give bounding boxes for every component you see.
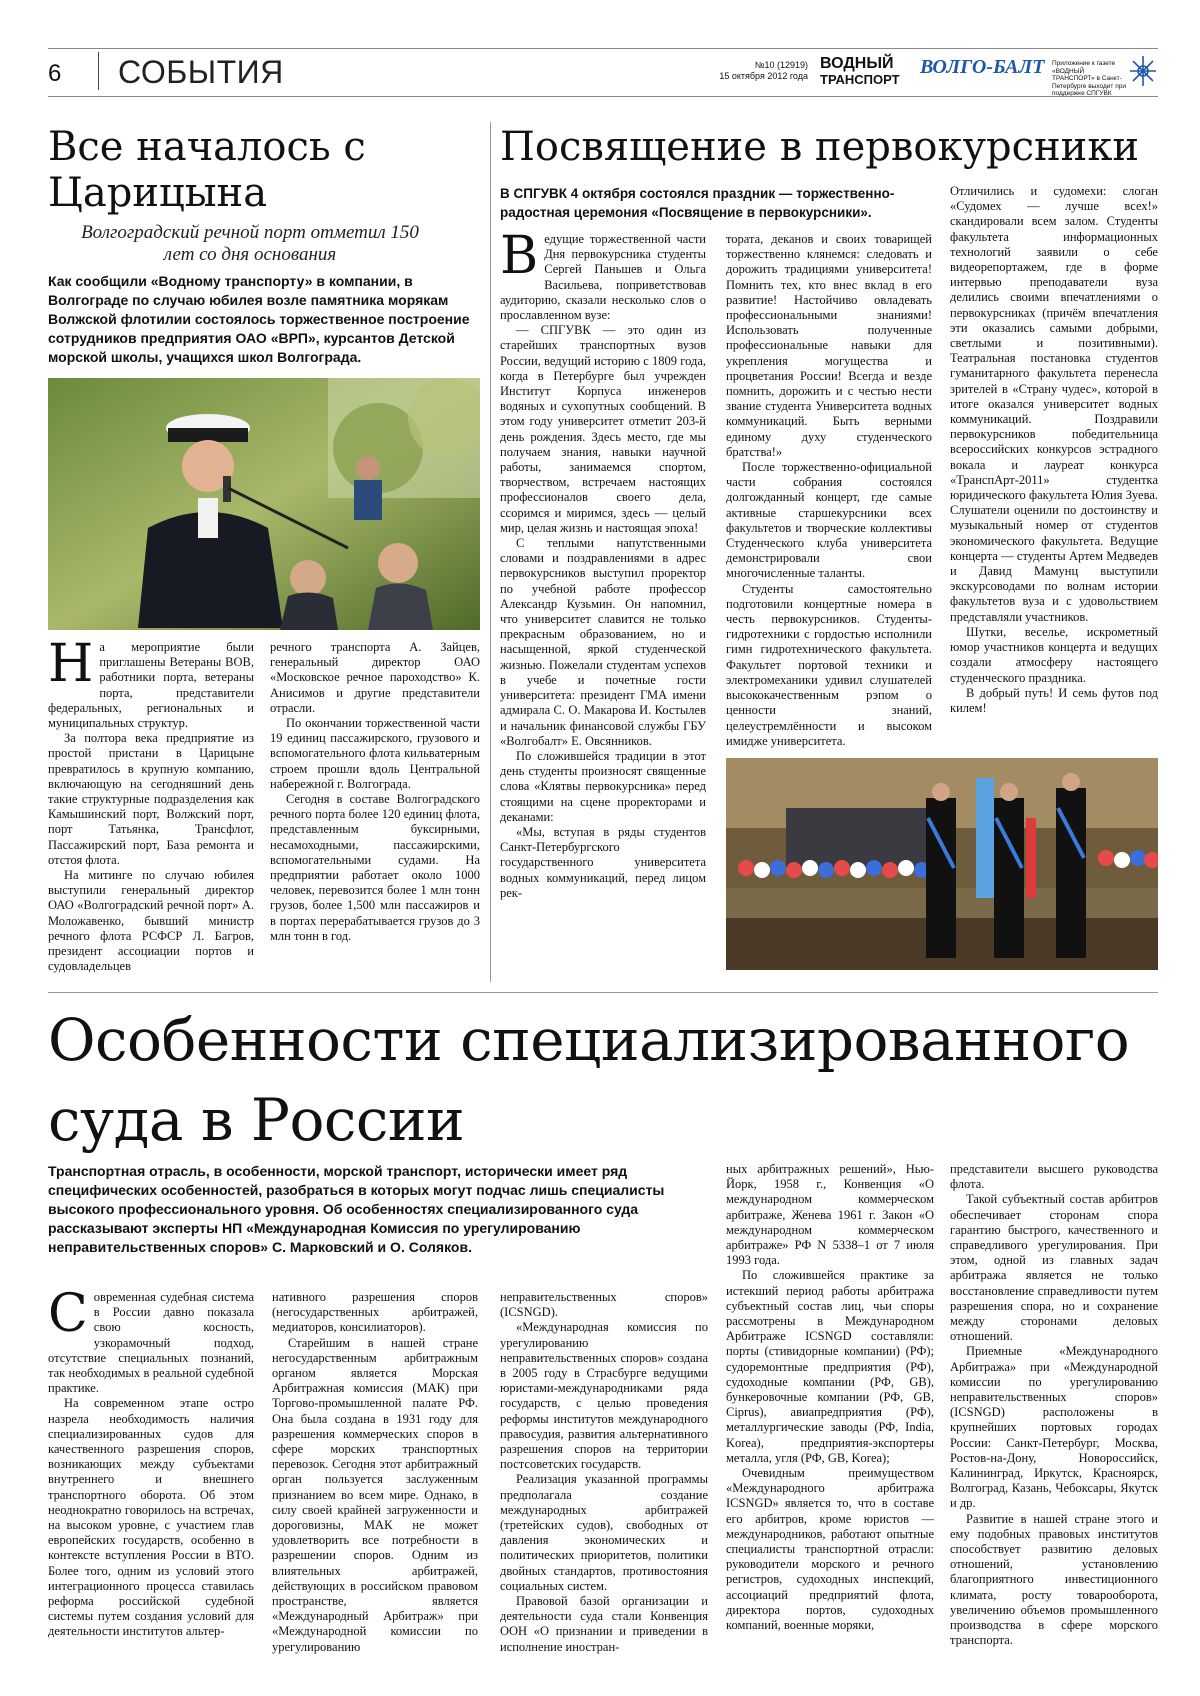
article1-title: Все началось с Царицына: [48, 124, 366, 216]
article3-lead: Транспортная отрасль, в особенности, морской транспорт, исторически имеет ряд специфических особенностей, разобраться в которых могут подчас лишь специалисты высокого профессионального уровня. Об особенностях специализированного суда рассказывают эксперты НП «Международная Комиссия по урегулированию неправительственных споров» С. Марковский и О. Соляков.: [48, 1163, 665, 1255]
paragraph: неправительственных споров» (ICSNGD).: [500, 1290, 708, 1320]
page-number: 6: [48, 60, 62, 87]
paragraph: Старейшим в нашей стране негосударственным арбитражным органом является Морская Арбитражная комиссия (МАК) при Торгово-промышленной палате РФ. Она была создана в 1931 году для разрешения коммерческих споров в сфере морских транспортных перевозок. Сегодня этот арбитражный орган пользуется заслуженным признанием во всем мире. Однако, в силу своей крайней загруженности и дороговизны, МАК не может удовлетворить все потребности в разрешении споров. Одним из влиятельных арбитражей, действующих в российском правовом пространстве, является «Международный Арбитраж» при «Международной комиссии по урегулированию: [272, 1335, 478, 1654]
issue-number: №10 (12919): [754, 60, 808, 70]
article2-lead: В СПГУВК 4 октября состоялся праздник — торжественно-радостная церемония «Посвящение в первокурсники».: [500, 186, 895, 220]
paragraph: В добрый путь! И семь футов под килем!: [950, 685, 1158, 715]
paragraph: По сложившейся традиции в этот день студенты произносят священные слова «Клятвы первокурсника» перед стоящими на сцене проректорами и деканами:: [500, 748, 706, 824]
article3-title: [48, 1000, 1158, 1160]
issue-date: 15 октября 2012 года: [719, 71, 808, 81]
article3-title-line2: суда в России: [48, 1086, 465, 1154]
officer-speech-image: [48, 378, 480, 630]
article1-column-1: [48, 634, 254, 974]
paragraph: Правовой базой организации и деятельности суда стали Конвенция ООН «О признании и приведении в исполнение иностран-: [500, 1594, 708, 1654]
article-divider: [48, 992, 1158, 993]
article3-column-1: [48, 1284, 254, 1640]
paragraph: На митинге по случаю юбилея выступили генеральный директор ОАО «Волгоградский речной порт» А. Моложавенко, бывший министр речного флота РСФСР Л. Багров, президент ассоциации портов и судовладельцев: [48, 868, 254, 974]
article3-title-line1: Особенности специализированного: [48, 1006, 1130, 1074]
paragraph: Приемные «Международного Арбитража» при «Международной комиссии по урегулированию неправительственных споров» (ICSNGD) расположены в крупнейших портовых городах России: Санкт-Петербург, Москва, Ростов-на-Дону, Новороссийск, Калининград, Иркутск, Красноярск, Волгоград, Казань, Чебоксары, Якутск и др.: [950, 1344, 1158, 1511]
article2-column-3: [950, 184, 1158, 716]
logo-subtitle: ВОЛГО-БАЛТ: [920, 56, 1045, 78]
logo-line2: ТРАНСПОРТ: [820, 72, 900, 87]
paragraph: ных арбитражных решений», Нью-Йорк, 1958 г., Конвенция «О международном коммерческом арбитраже, Женева 1961 г. Закон «О международном коммерческом арбитраже» РФ N 5338–1 от 7 июля 1993 года.: [726, 1162, 934, 1268]
paragraph: Развитие в нашей стране этого и ему подобных правовых институтов способствует развитию деловых отношений, установлению благоприятного инвестиционного климата, росту товарооборота, увеличению объемов промышленного производства в сфере морского транспорта.: [950, 1511, 1158, 1648]
header-top-rule: [48, 48, 1158, 49]
header-separator: [98, 52, 99, 90]
newspaper-logo: [820, 56, 900, 88]
paragraph: Ведущие торжественной части Дня первокурсника студенты Сергей Паньшев и Ольга Васильева, поприветствовав аудиторию, сказали несколько слов о прославленном вузе:: [500, 226, 706, 323]
article3-column-3: [500, 1290, 708, 1655]
paragraph: — СПГУВК — это один из старейших транспортных вузов России, ведущий историю с 1809 года, когда в Петербурге был учрежден Институт Корпуса инженеров водяных и сухопутных сообщений. В этом году университет отметит 203-й день рождения. Здесь место, где мы получаем знания, навыки научной работы, занимаемся спортом, творчеством, встречаем настоящих профессионалов своего дела, ссоримся и миримся, здесь — целый мир, целая жизнь и настоящая эпоха!: [500, 323, 706, 535]
paragraph: Отличились и судомехи: слоган «Судомех — лучше всех!» скандировали всем залом. Студенты факультета информационных технологий заявили о себе видеорепортажем, где в форме интервью преподаватели вуза делились своими впечатлениями о первокурсниках (причём впечатления эти оказались самыми добрыми, светлыми и позитивными). Театральная постановка студентов гуманитарного факультета перенесла зрителей в «Страну чудес», которой в итоге оказался университет водных коммуникаций. Поздравили первокурсников победительница всероссийских конкурсов эстрадного вокала и лауреат конкурса «ТранспАрт-2011» студентка юридического факультета Юлия Зуева. Слушатели оценили по достоинству и музыкальный номер от студентов экономического факультета. Ведущие концерта — студенты Артем Медведев и Давид Мамунц выступили экскурсоводами по волнам истории факультетов вуза и с удовольствием представляли участников.: [950, 184, 1158, 624]
paragraph: Студенты самостоятельно подготовили концертные номера в честь первокурсников. Студенты-гидротехники с гордостью исполнили гимн гидротехнического факультета. Факультет портовой техники и электромеханики удивил слушателей высококачественным рэпом о ценности знаний, целеустремлённости и высоком имидже университета.: [726, 581, 932, 748]
column-divider: [490, 122, 491, 982]
paragraph: Шутки, веселье, искрометный юмор участников концерта и ведущих создали атмосферу настоящего студенческого праздника.: [950, 624, 1158, 685]
paragraph: После торжественно-официальной части собрания состоялся долгожданный концерт, где самые активные старшекурсники всех факультетов и творческие коллективы Студенческого клуба университета демонстрировали свои многочисленные таланты.: [726, 460, 932, 581]
paragraph: Сегодня в составе Волгоградского речного порта более 120 единиц флота, представленным буксирными, несамоходными, пассажирскими, вспомогательными судами. На предприятии работает около 1000 человек, перевозится более 1 млн тонн грузов, более 1,500 млн пассажиров и в портах перерабатывается грузов до 3 млн тонн в год.: [270, 792, 480, 943]
paragraph: По окончании торжественной части 19 единиц пассажирского, грузового и вспомогательного флота кильватерным строем прошли вдоль Центральной набережной г. Волгограда.: [270, 716, 480, 791]
issue-info: [716, 60, 808, 82]
header-bottom-rule: [48, 96, 1158, 97]
article2-title: Посвящение в первокурсники: [500, 124, 1139, 170]
paragraph: Современная судебная система в России давно показала свою косность, узкорамочный подход, отсутствие специальных познаний, так необходимых в реальной судебной практике.: [48, 1284, 254, 1396]
logo-note: Приложение к газете «ВОДНЫЙ ТРАНСПОРТ» в Санкт-Петербурге выходит при поддержке СПГУВК: [1052, 60, 1126, 97]
article1-column-2: [270, 640, 480, 944]
article1-photo: [48, 378, 480, 630]
paragraph: Очевидным преимуществом «Международного арбитража ICSNGD» является то, что в составе его арбитров, кроме юристов — международников, работают опытные специалисты транспортной отрасли: руководители морского и речного регистров, судоходных инспекций, ассоциаций предприятий флота, директора портов, судоходных компаний, военные моряки,: [726, 1466, 934, 1633]
emblem-icon: [1128, 54, 1158, 88]
paragraph: Реализация указанной программы предполагала создание международных арбитражей (третейских судов), свободных от давления экономических и политических приоритетов, политики двойных стандартов, противостояния социальных систем.: [500, 1472, 708, 1593]
paragraph: По сложившейся практике за истекший период работы арбитража субъектный состав лиц, чьи споры рассмотрены в Международном Арбитраже ICSNGD составляли: порты (стивидорные компании) (РФ); судоремонтные предприятия (РФ), судоходные компании (РФ, GB), бункеровочные компании (РФ, GB, Ciprus), авиапредприятия (РФ), металлургические заводы (РФ, India, Korea), предприятия-экспортеры металла, угля (РФ, GB, Korea);: [726, 1268, 934, 1465]
paragraph: речного транспорта А. Зайцев, генеральный директор ОАО «Московское речное пароходство» К. Анисимов и другие представители отрасли.: [270, 640, 480, 715]
drop-cap: Н: [48, 634, 94, 694]
article1-lead: Как сообщили «Водному транспорту» в компании, в Волгограде по случаю юбилея возле памятника морякам Волжской флотилии состоялось торжественное построение сотрудников предприятия ОАО «ВРП», курсантов Детской морской школы, учащихся школ Волгограда.: [48, 273, 470, 365]
paragraph: нативного разрешения споров (негосударственных арбитражей, медиаторов, консилиаторов).: [272, 1290, 478, 1335]
paragraph: Такой субъектный состав арбитров обеспечивает сторонам спора гарантию быстрого, качественного и справедливого урегулирования. При этом, одной из главных задач арбитража является не только восстановление справедливости путем разрешения спора, но и сохранение между сторонами деловых отношений.: [950, 1192, 1158, 1344]
paragraph: «Международная комиссия по урегулированию неправительственных споров» создана в 2005 году в Страсбурге ведущими юристами-международниками ряда государств, с целью проведения реформы институтов международного правосудия, развития альтернативного разрешения споров на территории постсоветских государств.: [500, 1320, 708, 1472]
section-title: СОБЫТИЯ: [118, 54, 284, 90]
article2-column-1: [500, 226, 706, 901]
paragraph: На мероприятие были приглашены Ветераны ВОВ, работники порта, ветераны порта, представители федеральных, региональных и муниципальных структур.: [48, 634, 254, 731]
drop-cap: С: [48, 1284, 88, 1344]
drop-cap: В: [500, 226, 539, 286]
paragraph: «Мы, вступая в ряды студентов Санкт-Петербургского государственного университета водных коммуникаций, перед лицом рек-: [500, 824, 706, 900]
article3-column-4: [726, 1162, 934, 1633]
paragraph: С теплыми напутственными словами и поздравлениями в адрес первокурсников выступил проректор по учебной работе профессор Александр Кузьмин. Он напомнил, что университет славится не только прекрасным образованием, но и насыщенной, яркой студенческой жизнью. Пожелали студентам успехов в учебе и почетные гости университета: президент ГМА имени адмирала С. О. Макарова И. Костылев и начальник финансовой службы ГБУ «Волгобалт» Е. Овсянников.: [500, 536, 706, 748]
ceremony-hall-image: [726, 758, 1158, 970]
article2-column-2: [726, 232, 932, 749]
logo-line1: ВОДНЫЙ: [820, 55, 894, 72]
article2-photo: [726, 758, 1158, 970]
article3-column-2: [272, 1290, 478, 1655]
paragraph: представители высшего руководства флота.: [950, 1162, 1158, 1192]
paragraph: За полтора века предприятие из простой пристани в Царицыне превратилось в крупную компанию, включающую на сегодняшний день такие структурные подразделения как Камышинский порт, Волжский порт, порт Татьянка, Трансфлот, Пассажирский порт, База ремонта и отстоя флота.: [48, 731, 254, 867]
paragraph: тората, деканов и своих товарищей торжественно клянемся: следовать и дорожить традициями университета! Помнить тех, кто внес вклад в его развитие! Настойчиво овладевать профессиональными знаниями! Использовать полученные профессиональные навыки для укрепления могущества и процветания России! Всегда и везде помнить, дорожить и с честью нести звание студента Университета водных коммуникаций. Быть верными единому духу студенческого братства!»: [726, 232, 932, 459]
article1-subtitle: Волгоградский речной порт отметил 150 лет со дня основания: [81, 222, 419, 265]
paragraph: На современном этапе остро назрела необходимость наличия специализированных судов для качественного разрешения споров, возникающих между субъектами внутреннего и внешнего транспортного оборота. Об этом неоднократно говорилось на встречах, на высоком уровне, с участием глав европейских государств, особенно в контексте вступления России в ВТО. Более того, одним из условий этого интеграционного процесса ставилась реформа российской судебной системы путем создания условий для деятельности институтов альтер-: [48, 1396, 254, 1639]
article3-column-5: [950, 1162, 1158, 1649]
